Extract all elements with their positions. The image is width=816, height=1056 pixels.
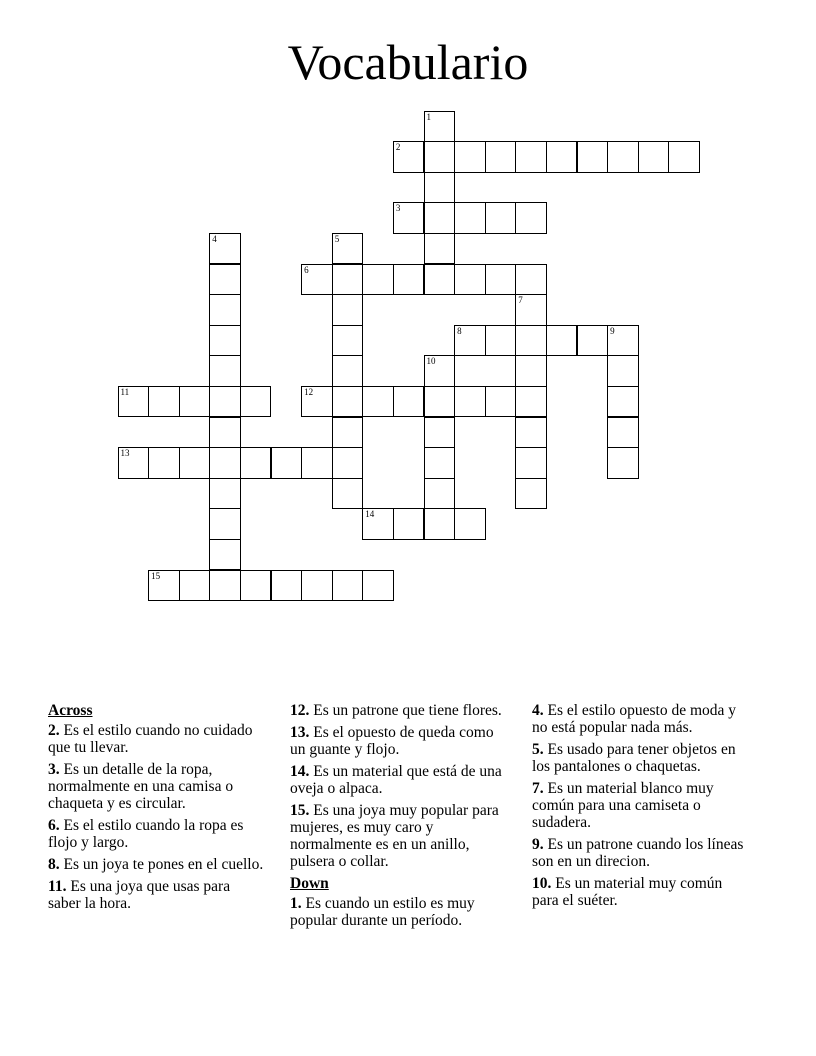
grid-cell[interactable] bbox=[454, 202, 486, 234]
grid-cell[interactable] bbox=[148, 447, 180, 479]
cell-number: 11 bbox=[120, 386, 130, 397]
clue-text: Es una joya muy popular para mujeres, es muy caro y normalmente es en un anillo, pulsera o collar. bbox=[290, 802, 499, 870]
clue-number: 4. bbox=[532, 702, 544, 719]
grid-cell[interactable] bbox=[240, 447, 272, 479]
grid-cell[interactable] bbox=[424, 508, 456, 540]
clue-text: Es un patrone que tiene flores. bbox=[313, 702, 502, 719]
clue-text: Es un patrone cuando los líneas son en un direcion. bbox=[532, 836, 744, 870]
clue-number: 14. bbox=[290, 763, 310, 780]
cell-number: 5 bbox=[334, 233, 340, 244]
clues-column-3 bbox=[532, 702, 752, 914]
clue-across-15 bbox=[290, 802, 505, 870]
clue-number: 11. bbox=[48, 878, 67, 895]
grid-cell[interactable] bbox=[362, 264, 394, 296]
grid-cell[interactable] bbox=[515, 447, 547, 479]
grid-cell[interactable] bbox=[515, 417, 547, 449]
clue-text: Es usado para tener objetos en los pantalones o chaquetas. bbox=[532, 741, 736, 775]
clue-text: Es el opuesto de queda como un guante y flojo. bbox=[290, 724, 494, 758]
clue-across-11 bbox=[48, 878, 266, 912]
grid-cell[interactable] bbox=[332, 478, 364, 510]
grid-cell[interactable] bbox=[454, 508, 486, 540]
clue-number: 3. bbox=[48, 761, 60, 778]
cell-number: 1 bbox=[426, 111, 431, 122]
grid-cell[interactable] bbox=[668, 141, 700, 173]
across-header: Across bbox=[48, 702, 93, 719]
grid-cell[interactable] bbox=[454, 386, 486, 418]
clue-down-5 bbox=[532, 741, 752, 775]
grid-cell[interactable] bbox=[424, 172, 456, 204]
grid-cell[interactable] bbox=[393, 141, 425, 173]
cell-number: 8 bbox=[457, 325, 462, 336]
clue-across-2 bbox=[48, 722, 266, 756]
grid-cell[interactable] bbox=[515, 202, 547, 234]
grid-cell[interactable] bbox=[607, 417, 639, 449]
grid-cell[interactable] bbox=[332, 264, 364, 296]
cell-number: 10 bbox=[426, 356, 436, 367]
grid-cell[interactable] bbox=[332, 294, 364, 326]
grid-cell[interactable] bbox=[454, 264, 486, 296]
clue-number: 15. bbox=[290, 802, 310, 819]
grid-cell[interactable] bbox=[546, 141, 578, 173]
clue-text: Es una joya que usas para saber la hora. bbox=[48, 878, 231, 912]
grid-cell[interactable] bbox=[209, 478, 241, 510]
grid-cell[interactable] bbox=[393, 508, 425, 540]
grid-cell[interactable] bbox=[148, 570, 180, 602]
grid-cell[interactable] bbox=[515, 294, 547, 326]
grid-cell[interactable] bbox=[301, 447, 333, 479]
grid-cell[interactable] bbox=[515, 264, 547, 296]
grid-cell[interactable] bbox=[209, 386, 241, 418]
grid-cell[interactable] bbox=[424, 141, 456, 173]
grid-cell[interactable] bbox=[515, 355, 547, 387]
grid-cell[interactable] bbox=[607, 447, 639, 479]
grid-cell[interactable] bbox=[301, 264, 333, 296]
clue-text: Es un material que está de una oveja o alpaca. bbox=[290, 763, 502, 797]
grid-cell[interactable] bbox=[424, 202, 456, 234]
page-title: Vocabulario bbox=[287, 34, 529, 90]
grid-cell[interactable] bbox=[607, 141, 639, 173]
cell-number: 12 bbox=[304, 386, 314, 397]
cell-number: 14 bbox=[365, 509, 375, 520]
clue-across-12 bbox=[290, 702, 505, 719]
grid-cell[interactable] bbox=[209, 447, 241, 479]
clue-across-13 bbox=[290, 724, 505, 758]
clue-number: 9. bbox=[532, 836, 544, 853]
grid-cell[interactable] bbox=[515, 325, 547, 357]
grid-cell[interactable] bbox=[424, 355, 456, 387]
cell-number: 7 bbox=[518, 295, 523, 306]
clue-number: 8. bbox=[48, 856, 60, 873]
clue-number: 13. bbox=[290, 724, 310, 741]
grid-cell[interactable] bbox=[209, 508, 241, 540]
grid-cell[interactable] bbox=[209, 325, 241, 357]
grid-cell[interactable] bbox=[332, 355, 364, 387]
grid-cell[interactable] bbox=[515, 141, 547, 173]
grid-cell[interactable] bbox=[485, 386, 517, 418]
grid-cell[interactable] bbox=[209, 539, 241, 571]
down-header: Down bbox=[290, 875, 329, 892]
grid-cell[interactable] bbox=[424, 386, 456, 418]
grid-cell[interactable] bbox=[271, 570, 303, 602]
cell-number: 15 bbox=[151, 570, 161, 581]
clue-across-3 bbox=[48, 761, 266, 812]
grid-cell[interactable] bbox=[179, 386, 211, 418]
clue-number: 1. bbox=[290, 895, 302, 912]
clue-down-1 bbox=[290, 895, 505, 929]
grid-cell[interactable] bbox=[118, 386, 150, 418]
cell-number: 6 bbox=[304, 264, 309, 275]
grid-cell[interactable] bbox=[607, 355, 639, 387]
grid-cell[interactable] bbox=[485, 141, 517, 173]
grid-cell[interactable] bbox=[209, 294, 241, 326]
clue-text: Es un material blanco muy común para una camiseta o sudadera. bbox=[532, 780, 714, 831]
clue-number: 6. bbox=[48, 817, 60, 834]
grid-cell[interactable] bbox=[332, 325, 364, 357]
grid-cell[interactable] bbox=[362, 570, 394, 602]
clue-number: 7. bbox=[532, 780, 544, 797]
grid-cell[interactable] bbox=[362, 386, 394, 418]
grid-cell[interactable] bbox=[209, 264, 241, 296]
grid-cell[interactable] bbox=[118, 447, 150, 479]
clue-text: Es un joya te pones en el cuello. bbox=[63, 856, 264, 873]
grid-cell[interactable] bbox=[393, 386, 425, 418]
grid-cell[interactable] bbox=[240, 386, 272, 418]
grid-cell[interactable] bbox=[424, 264, 456, 296]
cell-number: 9 bbox=[610, 325, 615, 336]
grid-cell[interactable] bbox=[148, 386, 180, 418]
grid-cell[interactable] bbox=[332, 570, 364, 602]
clue-down-4 bbox=[532, 702, 752, 736]
grid-cell[interactable] bbox=[393, 264, 425, 296]
grid-cell[interactable] bbox=[301, 386, 333, 418]
grid-cell[interactable] bbox=[546, 325, 578, 357]
clue-number: 12. bbox=[290, 702, 310, 719]
clue-down-9 bbox=[532, 836, 752, 870]
cell-number: 2 bbox=[395, 142, 401, 153]
grid-cell[interactable] bbox=[362, 508, 394, 540]
grid-cell[interactable] bbox=[209, 417, 241, 449]
grid-cell[interactable] bbox=[209, 233, 241, 265]
clue-number: 10. bbox=[532, 875, 552, 892]
clue-number: 5. bbox=[532, 741, 544, 758]
grid-cell[interactable] bbox=[607, 325, 639, 357]
grid-cell[interactable] bbox=[209, 570, 241, 602]
clue-text: Es el estilo cuando no cuidado que tu llevar. bbox=[48, 722, 253, 756]
grid-cell[interactable] bbox=[424, 417, 456, 449]
clue-text: Es el estilo cuando la ropa es flojo y largo. bbox=[48, 817, 244, 851]
grid-cell[interactable] bbox=[577, 325, 609, 357]
grid-cell[interactable] bbox=[240, 570, 272, 602]
clue-text: Es un material muy común para el suéter. bbox=[532, 875, 723, 909]
grid-cell[interactable] bbox=[607, 386, 639, 418]
grid-cell[interactable] bbox=[332, 447, 364, 479]
grid-cell[interactable] bbox=[454, 141, 486, 173]
grid-cell[interactable] bbox=[485, 264, 517, 296]
clue-down-10 bbox=[532, 875, 752, 909]
grid-cell[interactable] bbox=[179, 570, 211, 602]
grid-cell[interactable] bbox=[332, 233, 364, 265]
clues-column-1 bbox=[48, 702, 266, 917]
clue-text: Es un detalle de la ropa, normalmente en una camisa o chaqueta y es circular. bbox=[48, 761, 234, 812]
clue-text: Es cuando un estilo es muy popular durante un período. bbox=[290, 895, 475, 929]
grid-cell[interactable] bbox=[515, 478, 547, 510]
grid-cell[interactable] bbox=[424, 233, 456, 265]
clue-number: 2. bbox=[48, 722, 60, 739]
clue-text: Es el estilo opuesto de moda y no está popular nada más. bbox=[532, 702, 737, 736]
clue-across-14 bbox=[290, 763, 505, 797]
grid-cell[interactable] bbox=[301, 570, 333, 602]
grid-cell[interactable] bbox=[271, 447, 303, 479]
grid-cell[interactable] bbox=[638, 141, 670, 173]
grid-cell[interactable] bbox=[424, 478, 456, 510]
cell-number: 3 bbox=[395, 203, 401, 214]
grid-cell[interactable] bbox=[454, 325, 486, 357]
grid-cell[interactable] bbox=[424, 111, 456, 143]
grid-cell[interactable] bbox=[485, 325, 517, 357]
cell-number: 13 bbox=[120, 448, 130, 459]
clue-across-6 bbox=[48, 817, 266, 851]
grid-cell[interactable] bbox=[577, 141, 609, 173]
grid-cell[interactable] bbox=[209, 355, 241, 387]
cell-number: 4 bbox=[212, 233, 217, 244]
grid-cell[interactable] bbox=[179, 447, 211, 479]
clues-column-2 bbox=[290, 702, 505, 934]
grid-cell[interactable] bbox=[332, 386, 364, 418]
grid-cell[interactable] bbox=[485, 202, 517, 234]
grid-cell[interactable] bbox=[332, 417, 364, 449]
clue-down-7 bbox=[532, 780, 752, 831]
grid-cell[interactable] bbox=[393, 202, 425, 234]
grid-cell[interactable] bbox=[515, 386, 547, 418]
grid-cell[interactable] bbox=[424, 447, 456, 479]
clue-across-8 bbox=[48, 856, 266, 873]
